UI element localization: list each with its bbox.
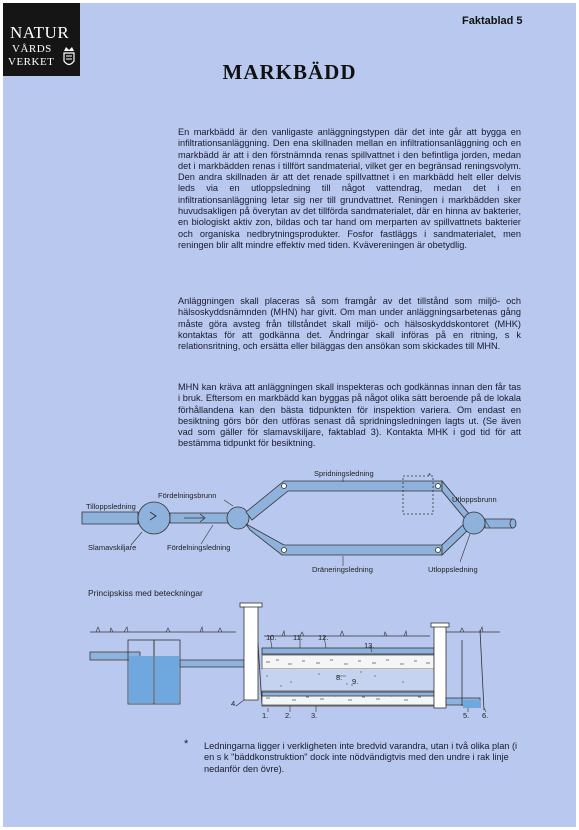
paragraph-inspection: MHN kan kräva att anläggningen skall inspekteras och godkännas innan den får tas i bruk. Eftersom en markbädd kan byggas på något olika sätt beroende på de lokala förhållandena kan den bästa tidpunkten för inspektion variera. Om endast en besiktning görs bör den utföras senast då spridningsledningen lagts ut. (Se även vad som gäller för slamavskiljare, faktablad 3). Kontakta MHK i god tid för att bestämma tidpunkt för besiktning. (178, 382, 521, 449)
plan-diagram (82, 476, 516, 566)
number-6: 6. (482, 711, 489, 720)
label-utloppsledning: Utloppsledning (428, 565, 478, 574)
logo-line-2: VÅRDS (12, 43, 52, 55)
page-title: MARKBÄDD (222, 60, 357, 84)
label-utloppsbrunn: Utloppsbrunn (452, 495, 497, 504)
number-1: 1. (262, 711, 269, 720)
number-5: 5. (463, 711, 470, 720)
number-12: 12. (318, 633, 329, 642)
label-fordelningsbrunn: Fördelningsbrunn (158, 491, 217, 500)
logo-line-3: VERKET (8, 56, 55, 68)
number-8: 8. (336, 673, 343, 682)
paragraph-placement: Anläggningen skall placeras så som framgår av det tillstånd som miljö- och hälsoskyddsnämnden (MHN) har givit. Om man under anläggningsarbetenas gång måste göra avsteg från tillståndet skall miljö- och hälsoskyddskontoret (MHK) kontaktas för att godkänna det. Ändringar skall införas på en ritning, s k relationsritning, och ersätta eller biläggas den ansökan som skickades till MHN. (178, 296, 521, 352)
number-13: 13. (364, 641, 375, 650)
number-9: 9. (352, 677, 359, 686)
label-slamavskiljare: Slamavskiljare (88, 543, 137, 552)
logo-line-1: NATUR (10, 23, 70, 42)
number-11: 11. (293, 633, 303, 642)
number-4: 4. (231, 699, 238, 708)
footnote-text: Ledningarna ligger i verkligheten inte bredvid varandra, utan i två olika plan (i en s k "bäddkonstruktion" dock inte nödvändigtvis med den undre i rak linje nedanför den övre). (204, 741, 518, 774)
principle-sketch-caption: Principskiss med beteckningar (88, 588, 203, 598)
label-tilloppsledning: Tilloppsledning (86, 502, 136, 511)
section-diagram (90, 603, 500, 712)
footnote-marker: * (184, 738, 189, 750)
number-3: 3. (311, 711, 318, 720)
paragraph-intro: En markbädd är den vanligaste anläggningstypen där det inte går att bygga en infiltrationsanläggning. Den ena skillnaden mellan en infiltrationsanläggning och en markbädd är att i den förstnämnda renas spillvattnet i den befintliga jorden, medan det i markbädden renas i tillfört sandmaterial, vilket ger en begränsad reningsvolym. Den andra skillnaden är att det renade spillvattnet i en markbädd helt eller delvis leds via en utloppsledning till något vattendrag, medan det i en infiltrationsanläggning letar sig ner till grundvattnet. Reningen i markbädden sker huvudsakligen på överytan av det tillförda sandmaterialet, där en hinna av bakterier, en biologiskt aktiv zon, bildas och tar hand om merparten av spillvattnets bakterier och organiska nedbrytningsprodukter. Fosfor fastläggs i sandmaterialet, men reningen blir allt mindre effektiv med tiden. Kvävereningen är obetydlig. (178, 127, 521, 250)
number-10: 10. (266, 633, 277, 642)
fact-sheet-number: Faktablad 5 (462, 15, 523, 27)
label-fordelningsledning: Fördelningsledning (167, 543, 231, 552)
label-spridningsledning: Spridningsledning (314, 469, 374, 478)
label-star: * (428, 471, 431, 480)
number-2: 2. (285, 711, 292, 720)
label-draneringsledning: Dräneringsledning (312, 565, 373, 574)
